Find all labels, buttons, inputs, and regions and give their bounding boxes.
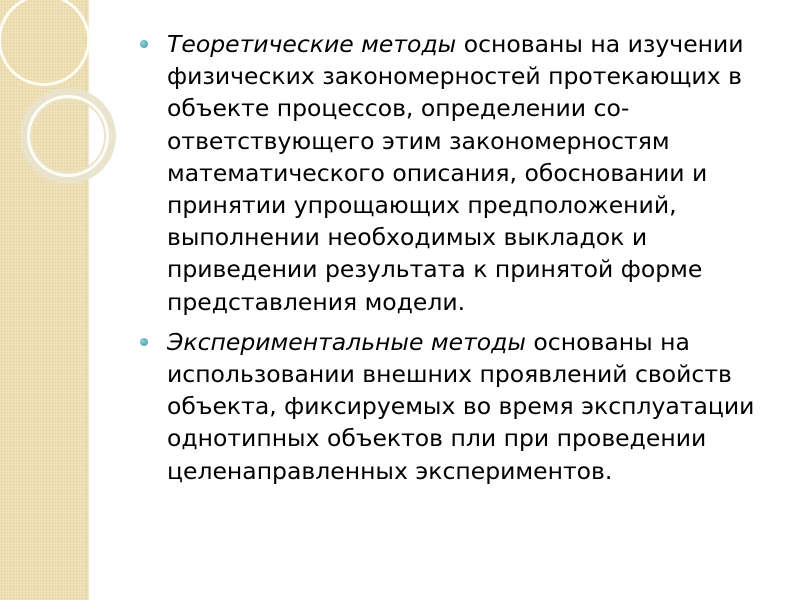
- decorative-ring-middle-inner: [27, 95, 109, 177]
- bullet-term: Экспериментальные методы: [167, 327, 526, 356]
- bullet-text: основаны на изучении физических закономерностей протекающих в объекте процессов, определении со-ответствующего этим закономерностям математического описания, обосновании и принятии упрощающих предположений, выполнении необходимых выкладок и приведении результата к принятой форме представления модели.: [167, 30, 744, 316]
- decorative-band-edge: [86, 0, 89, 600]
- bullet-text: основаны на использовании внешних проявлений свойств объекта, фиксируемых во время эксплуатации однотипных объектов пли при проведении целенаправленных экспериментов.: [167, 327, 755, 485]
- bullet-item-experimental-methods: [138, 326, 778, 487]
- slide-content: [138, 28, 778, 495]
- bullet-item-theoretical-methods: [138, 28, 778, 318]
- bullet-term: Теоретические методы: [167, 30, 457, 58]
- bullet-dot-icon: [140, 338, 148, 346]
- bullet-dot-icon: [140, 40, 148, 48]
